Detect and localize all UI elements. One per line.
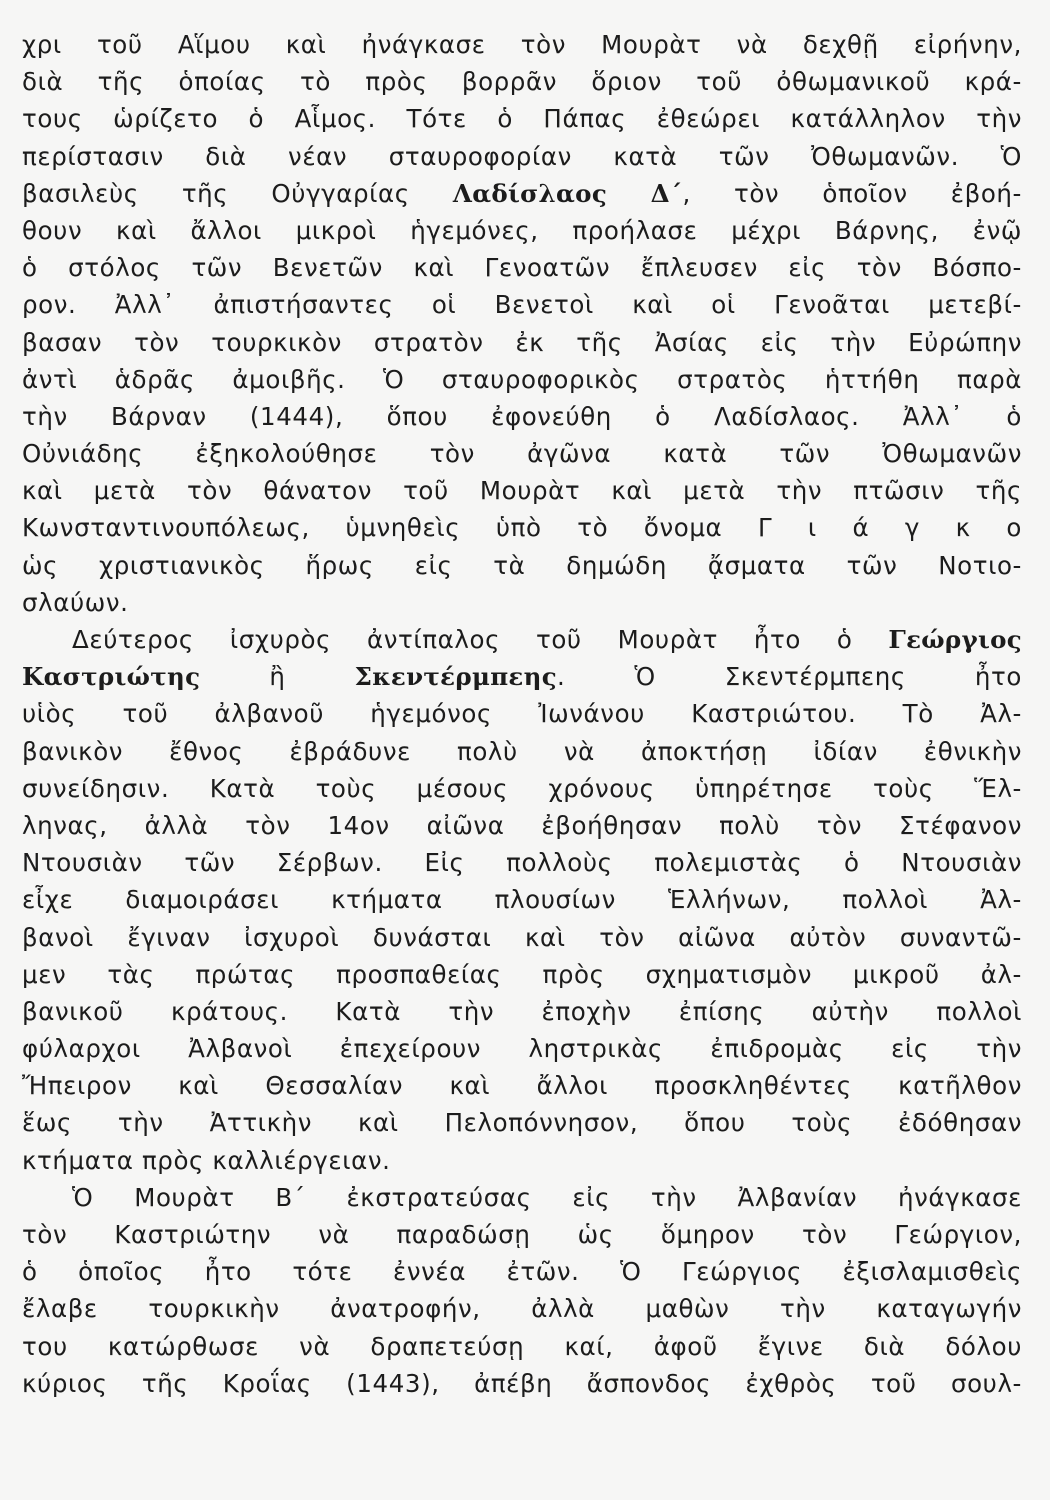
text-run: ἕως τὴν Ἀττικὴν καὶ Πελοπόννησον, ὅπου τοὺς ἐδόθησαν bbox=[22, 1108, 1022, 1138]
bold-name: Σκεντέρμπεης bbox=[354, 662, 557, 692]
text-run: ὁ ὁποῖος ἦτο τότε ἐννέα ἐτῶν. Ὁ Γεώργιος ἐξισλαμισθεὶς bbox=[22, 1257, 1022, 1287]
body-text bbox=[22, 26, 1022, 1402]
text-line bbox=[22, 881, 1022, 918]
text-run: ἀντὶ ἁδρᾶς ἀμοιβῆς. Ὁ σταυροφορικὸς στρατὸς ἡττήθη παρὰ bbox=[22, 364, 1022, 394]
text-line bbox=[22, 361, 1022, 398]
text-line bbox=[22, 1216, 1022, 1253]
text-line bbox=[22, 547, 1022, 584]
bold-name: Καστριώτης bbox=[22, 662, 201, 692]
text-line bbox=[22, 1365, 1022, 1402]
text-line bbox=[22, 956, 1022, 993]
text-run: , τὸν ὁποῖον ἐβοή- bbox=[682, 178, 1022, 208]
text-run: σλαύων. bbox=[22, 587, 129, 617]
text-run: ὁ στόλος τῶν Βενετῶν καὶ Γενοατῶν ἔπλευσεν εἰς τὸν Βόσπο- bbox=[22, 253, 1022, 283]
text-line bbox=[22, 844, 1022, 881]
text-run: φύλαρχοι Ἀλβανοὶ ἐπεχείρουν ληστρικὰς ἐπιδρομὰς εἰς τὴν bbox=[22, 1034, 1022, 1064]
text-line bbox=[22, 100, 1022, 137]
text-run: βανικὸν ἔθνος ἐβράδυνε πολὺ νὰ ἀποκτήσῃ ἰδίαν ἐθνικὴν bbox=[22, 736, 1022, 766]
text-run: Ὁ Μουρὰτ Β΄ ἐκστρατεύσας εἰς τὴν Ἀλβανίαν ἠνάγκασε bbox=[72, 1182, 1022, 1212]
text-line bbox=[22, 695, 1022, 732]
text-line bbox=[22, 286, 1022, 323]
text-line bbox=[22, 1328, 1022, 1365]
text-run: τὴν Βάρναν (1444), ὅπου ἐφονεύθη ὁ Λαδίσλαος. Ἀλλ᾽ ὁ bbox=[22, 401, 1022, 431]
text-line bbox=[22, 1067, 1022, 1104]
text-run: μεν τὰς πρώτας προσπαθείας πρὸς σχηματισμὸν μικροῦ ἀλ- bbox=[22, 959, 1022, 989]
text-line bbox=[22, 324, 1022, 361]
text-line bbox=[22, 138, 1022, 175]
text-line bbox=[22, 1104, 1022, 1141]
text-run: βανοὶ ἔγιναν ἰσχυροὶ δυνάσται καὶ τὸν αἰῶνα αὐτὸν συναντῶ- bbox=[22, 922, 1022, 952]
text-line bbox=[22, 1179, 1022, 1216]
text-run: . Ὁ Σκεντέρμπεης ἦτο bbox=[556, 662, 1022, 692]
text-run: Δεύτερος ἰσχυρὸς ἀντίπαλος τοῦ Μουρὰτ ἦτο ὁ bbox=[72, 625, 889, 654]
text-line bbox=[22, 733, 1022, 770]
text-line bbox=[22, 472, 1022, 509]
text-line bbox=[22, 212, 1022, 249]
text-run: χρι τοῦ Αἵμου καὶ ἠνάγκασε τὸν Μουρὰτ νὰ δεχθῇ εἰρήνην, bbox=[22, 30, 1022, 59]
text-line bbox=[22, 435, 1022, 472]
text-run: τους ὡρίζετο ὁ Αἷμος. Τότε ὁ Πάπας ἐθεώρει κατάλληλον τὴν bbox=[22, 104, 1022, 134]
bold-name: Λαδίσλαος Δ΄ bbox=[452, 178, 683, 208]
text-line bbox=[22, 398, 1022, 435]
text-line bbox=[22, 993, 1022, 1030]
text-run: συνείδησιν. Κατὰ τοὺς μέσους χρόνους ὑπηρέτησε τοὺς Ἕλ- bbox=[22, 773, 1022, 803]
text-run: βασαν τὸν τουρκικὸν στρατὸν ἐκ τῆς Ἀσίας εἰς τὴν Εὐρώπην bbox=[22, 327, 1022, 357]
text-line bbox=[22, 770, 1022, 807]
text-line bbox=[22, 658, 1022, 695]
text-line bbox=[22, 1142, 1022, 1179]
text-run: βανικοῦ κράτους. Κατὰ τὴν ἐποχὴν ἐπίσης αὐτὴν πολλοὶ bbox=[22, 996, 1022, 1026]
bold-name: Γεώργιος bbox=[888, 625, 1022, 654]
text-run: κτήματα πρὸς καλλιέργειαν. bbox=[22, 1145, 391, 1175]
text-run: ὡς χριστιανικὸς ἥρως εἰς τὰ δημώδη ᾄσματα τῶν Νοτιο- bbox=[22, 550, 1022, 580]
text-line bbox=[22, 1290, 1022, 1327]
text-line bbox=[22, 63, 1022, 100]
text-run: διὰ τῆς ὁποίας τὸ πρὸς βορρᾶν ὅριον τοῦ ὀθωμανικοῦ κρά- bbox=[22, 67, 1022, 97]
text-line bbox=[22, 175, 1022, 212]
text-run: ρον. Ἀλλ᾽ ἀπιστήσαντες οἱ Βενετοὶ καὶ οἱ Γενοᾶται μετεβί- bbox=[22, 290, 1022, 320]
text-run: ληνας, ἀλλὰ τὸν 14ον αἰῶνα ἐβοήθησαν πολὺ τὸν Στέφανον bbox=[22, 810, 1022, 840]
text-line bbox=[22, 1030, 1022, 1067]
text-line bbox=[22, 509, 1022, 546]
text-line bbox=[22, 26, 1022, 63]
text-run: Κωνσταντινουπόλεως, ὑμνηθεὶς ὑπὸ τὸ ὄνομα Γ ι ά γ κ ο bbox=[22, 513, 1022, 543]
text-line bbox=[22, 807, 1022, 844]
text-line bbox=[22, 1253, 1022, 1290]
text-run: εἶχε διαμοιράσει κτήματα πλουσίων Ἑλλήνων, πολλοὶ Ἀλ- bbox=[22, 885, 1022, 915]
text-line bbox=[22, 249, 1022, 286]
text-run: Ντουσιὰν τῶν Σέρβων. Εἰς πολλοὺς πολεμιστὰς ὁ Ντουσιὰν bbox=[22, 848, 1022, 878]
text-line bbox=[22, 919, 1022, 956]
text-run: υἱὸς τοῦ ἀλβανοῦ ἡγεμόνος Ἰωνάνου Καστριώτου. Τὸ Ἀλ- bbox=[22, 699, 1022, 729]
text-run: ἔλαβε τουρκικὴν ἀνατροφήν, ἀλλὰ μαθὼν τὴν καταγωγήν bbox=[22, 1294, 1022, 1324]
text-run: καὶ μετὰ τὸν θάνατον τοῦ Μουρὰτ καὶ μετὰ τὴν πτῶσιν τῆς bbox=[22, 476, 1022, 506]
text-line bbox=[22, 621, 1022, 658]
text-run: κύριος τῆς Κροΐας (1443), ἀπέβη ἄσπονδος ἐχθρὸς τοῦ σουλ- bbox=[22, 1368, 1022, 1398]
text-run: ἢ bbox=[200, 662, 355, 692]
text-run: τὸν Καστριώτην νὰ παραδώσῃ ὡς ὅμηρον τὸν Γεώργιον, bbox=[22, 1220, 1022, 1249]
text-run: Ἤπειρον καὶ Θεσσαλίαν καὶ ἄλλοι προσκληθέντες κατῆλθον bbox=[22, 1071, 1022, 1101]
text-run: του κατώρθωσε νὰ δραπετεύσῃ καί, ἀφοῦ ἔγινε διὰ δόλου bbox=[22, 1331, 1022, 1361]
text-line bbox=[22, 584, 1022, 621]
text-run: περίστασιν διὰ νέαν σταυροφορίαν κατὰ τῶν Ὀθωμανῶν. Ὁ bbox=[22, 141, 1022, 171]
text-run: Οὐνιάδης ἐξηκολούθησε τὸν ἀγῶνα κατὰ τῶν Ὀθωμανῶν bbox=[22, 439, 1022, 469]
text-run: θουν καὶ ἄλλοι μικροὶ ἡγεμόνες, προήλασε μέχρι Βάρνης, ἐνῷ bbox=[22, 215, 1022, 245]
text-run: βασιλεὺς τῆς Οὐγγαρίας bbox=[22, 178, 453, 208]
